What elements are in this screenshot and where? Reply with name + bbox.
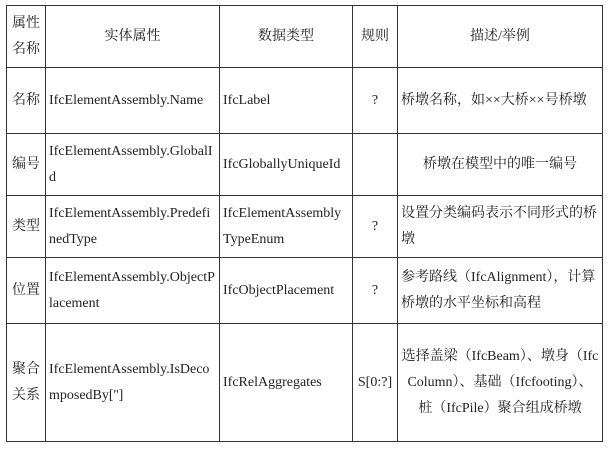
cell-entity-attribute: IfcElementAssembly.GlobalId [46,134,220,196]
table-row [7,196,603,258]
cell-name: 类型 [7,196,46,258]
cell-rule: ? [353,196,398,258]
cell-entity-attribute: IfcElementAssembly.IsDecomposedBy[''] [46,324,220,442]
cell-data-type: IfcObjectPlacement [220,258,353,324]
header-row [7,6,603,68]
cell-description: 选择盖梁（IfcBeam）、墩身（IfcColumn）、基础（Ifcfooting）、桩（IfcPile）聚合组成桥墩 [398,324,603,442]
header-description: 描述/举例 [398,6,603,68]
cell-rule: ? [353,68,398,134]
cell-description: 参考路线（IfcAlignment），计算桥墩的水平坐标和高程 [398,258,603,324]
cell-entity-attribute: IfcElementAssembly.Name [46,68,220,134]
cell-data-type: IfcElementAssemblyTypeEnum [220,196,353,258]
cell-name: 位置 [7,258,46,324]
header-entity-attribute: 实体属性 [46,6,220,68]
cell-description: 设置分类编码表示不同形式的桥墩 [398,196,603,258]
cell-name: 名称 [7,68,46,134]
cell-rule [353,134,398,196]
cell-description: 桥墩名称，如××大桥××号桥墩 [398,68,603,134]
attribute-table [6,5,603,442]
cell-description: 桥墩在模型中的唯一编号 [398,134,603,196]
cell-data-type: IfcRelAggregates [220,324,353,442]
header-rule: 规则 [353,6,398,68]
cell-entity-attribute: IfcElementAssembly.ObjectPlacement [46,258,220,324]
cell-name: 聚合关系 [7,324,46,442]
table-row [7,258,603,324]
cell-rule: ? [353,258,398,324]
cell-data-type: IfcLabel [220,68,353,134]
cell-entity-attribute: IfcElementAssembly.PredefinedType [46,196,220,258]
table-row [7,68,603,134]
cell-name: 编号 [7,134,46,196]
header-name: 属性名称 [7,6,46,68]
cell-rule: S[0:?] [353,324,398,442]
table-row [7,134,603,196]
header-data-type: 数据类型 [220,6,353,68]
table-row [7,324,603,442]
cell-data-type: IfcGloballyUniqueId [220,134,353,196]
